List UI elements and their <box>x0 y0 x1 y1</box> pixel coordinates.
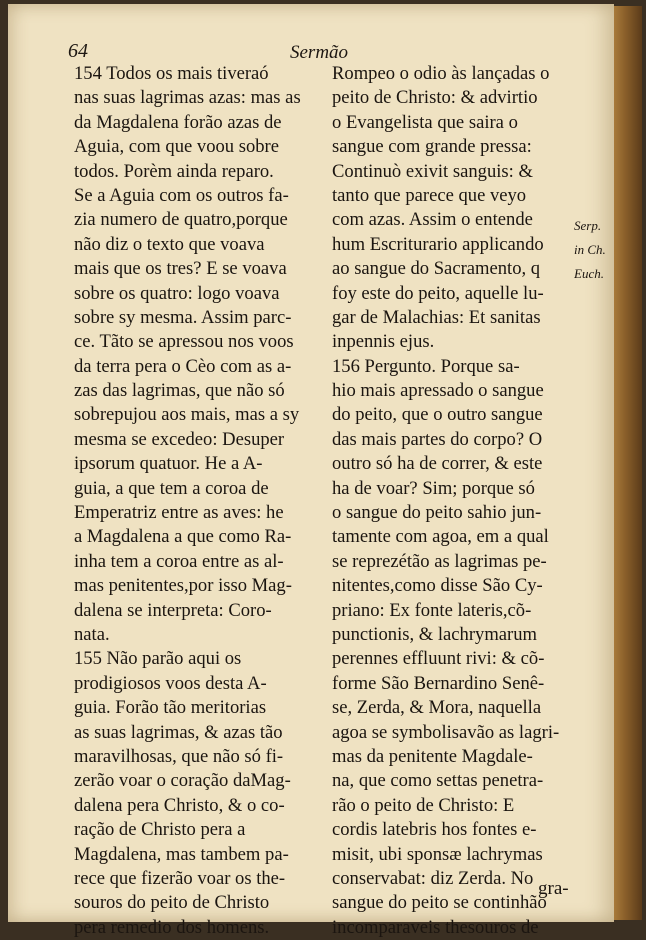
text-line: hio mais apressado o sangue <box>332 380 544 402</box>
text-line: misit, ubi sponsæ lachrymas <box>332 843 543 865</box>
text-line: Rompeo o odio às lançadas o <box>332 63 550 84</box>
text-line: 155 Não parão aqui os <box>74 648 242 670</box>
text-line: rão o peito de Christo: E <box>332 794 515 816</box>
text-line: o Evangelista que saira o <box>332 111 518 133</box>
text-line: guia. Forão tão meritorias <box>74 697 267 719</box>
text-line: da Magdalena forão azas de <box>74 111 282 133</box>
text-line: Serp. <box>574 218 602 233</box>
text-line: se, Zerda, & Mora, naquella <box>332 697 542 719</box>
text-line: sangue com grande pressa: <box>332 136 532 158</box>
text-line: agoa se symbolisavão as lagri- <box>332 721 560 743</box>
text-line: cordis latebris hos fontes e- <box>332 819 537 841</box>
text-line: ce. Tãto se apressou nos voos <box>74 331 294 353</box>
text-line: as suas lagrimas, & azas tão <box>74 721 283 743</box>
text-line: sobre sy mesma. Assim parc- <box>74 306 292 328</box>
text-line: Aguia, com que voou sobre <box>74 136 280 158</box>
page-edge <box>614 6 642 920</box>
text-line: peito de Christo: & advirtio <box>332 87 538 109</box>
text-line: Emperatriz entre as aves: he <box>74 502 284 524</box>
text-line: na, que como settas penetra- <box>332 770 544 792</box>
text-line: maravilhosas, que não só fi- <box>74 745 284 767</box>
text-line: ha de voar? Sim; porque só <box>332 477 535 499</box>
text-line: zia numero de quatro,porque <box>74 209 288 231</box>
text-line: da terra pera o Cèo com as a- <box>74 355 292 377</box>
text-line: rece que fizerão voar os the- <box>74 867 286 889</box>
text-line: se reprezétão as lagrimas pe- <box>332 550 547 572</box>
text-line: zas das lagrimas, que não só <box>74 380 285 402</box>
text-line: Euch. <box>574 266 604 281</box>
text-line: dalena pera Christo, & o co- <box>74 794 285 816</box>
text-line: sangue do peito se continhão <box>332 892 547 914</box>
text-line: o sangue do peito sahio jun- <box>332 502 542 524</box>
text-line: mas da penitente Magdale- <box>332 745 533 767</box>
text-line: ração de Christo pera a <box>74 819 246 841</box>
text-line: do peito, que o outro sangue <box>332 404 543 426</box>
text-line: guia, a que tem a coroa de <box>74 477 269 499</box>
text-line: zerão voar o coração daMag- <box>74 770 291 792</box>
text-line: tanto que parece que veyo <box>332 184 527 206</box>
text-line: punctionis, & lachrymarum <box>332 623 538 645</box>
text-line: foy este do peito, aquelle lu- <box>332 282 544 304</box>
text-line: sobrepujou aos mais, mas a sy <box>74 404 300 426</box>
text-line: mais que os tres? E se voava <box>74 258 287 280</box>
text-line: souros do peito de Christo <box>74 892 270 914</box>
text-line: priano: Ex fonte lateris,cõ- <box>332 599 532 621</box>
text-line: nata. <box>74 623 110 645</box>
margin-notes <box>574 214 614 286</box>
text-line: todos. Porèm ainda reparo. <box>74 160 274 182</box>
text-line: perennes effluunt rivi: & cõ- <box>332 648 545 670</box>
text-line: prodigiosos voos desta A- <box>74 672 267 694</box>
text-line: não diz o texto que voava <box>74 233 265 255</box>
text-line: 154 Todos os mais tiveraó <box>74 63 269 84</box>
text-line: Continuò exivit sanguis: & <box>332 160 533 182</box>
running-title: Sermão <box>290 42 349 63</box>
text-line: in Ch. <box>574 242 606 257</box>
text-line: 156 Pergunto. Porque sa- <box>332 355 520 377</box>
text-line: mas penitentes,por isso Mag- <box>74 575 292 597</box>
text-line: forme São Bernardino Senê- <box>332 672 545 694</box>
page-number: 64 <box>68 40 88 62</box>
text-line: mesma se excedeo: Desuper <box>74 428 285 450</box>
text-line: incomparaveis thesouros de <box>332 916 539 938</box>
text-line: inha tem a coroa entre as al- <box>74 550 284 572</box>
text-line: hum Escriturario applicando <box>332 233 544 255</box>
text-line: sobre os quatro: logo voava <box>74 282 280 304</box>
catchword: gra- <box>538 878 569 899</box>
left-column <box>74 62 318 940</box>
text-line: inpennis ejus. <box>332 331 435 353</box>
text-line: pera remedio dos homens. <box>74 916 270 938</box>
text-line: ipsorum quatuor. He a A- <box>74 453 263 475</box>
text-line: nitentes,como disse São Cy- <box>332 575 543 597</box>
text-line: tamente com agoa, em a qual <box>332 526 549 548</box>
text-line: Se a Aguia com os outros fa- <box>74 184 289 206</box>
text-line: outro só ha de correr, & este <box>332 453 543 475</box>
text-line: conservabat: diz Zerda. No <box>332 867 534 889</box>
text-line: Magdalena, mas tambem pa- <box>74 843 289 865</box>
text-line: nas suas lagrimas azas: mas as <box>74 87 301 109</box>
text-line: das mais partes do corpo? O <box>332 428 543 450</box>
text-line: com azas. Assim o entende <box>332 209 533 231</box>
text-line: dalena se interpreta: Coro- <box>74 599 272 621</box>
right-column <box>332 62 572 940</box>
text-line: ao sangue do Sacramento, q <box>332 258 541 280</box>
text-line: gar de Malachias: Et sanitas <box>332 306 541 328</box>
text-line: a Magdalena a que como Ra- <box>74 526 292 548</box>
